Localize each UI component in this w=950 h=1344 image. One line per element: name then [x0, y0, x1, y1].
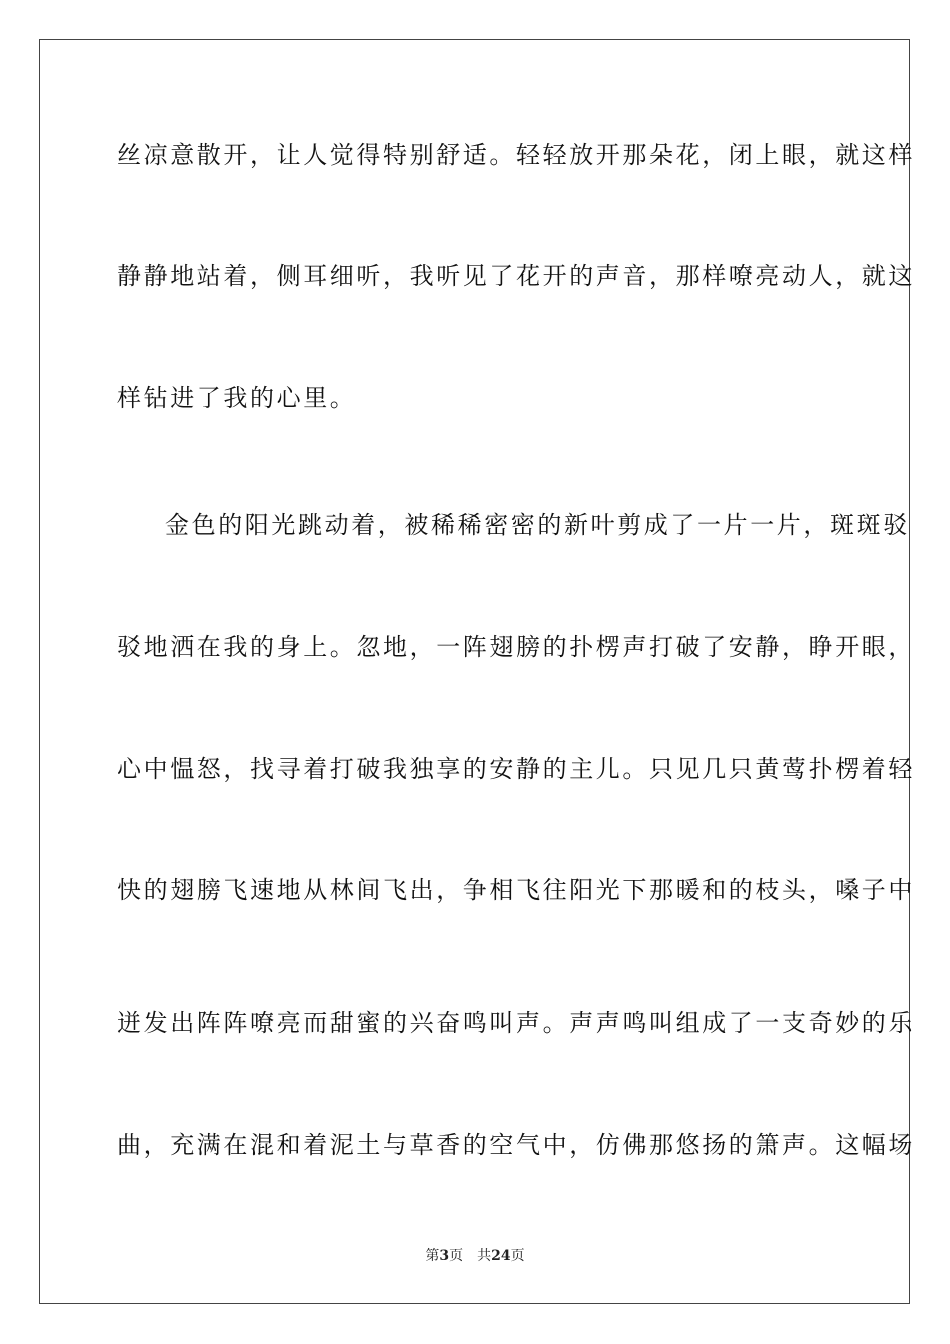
total-prefix: 共	[477, 1248, 492, 1264]
text-line: 样钻进了我的心里。	[117, 384, 357, 412]
text-line: 驳地洒在我的身上。忽地，一阵翅膀的扑楞声打破了安静，睁开眼，	[117, 633, 915, 661]
text-line: 丝凉意散开，让人觉得特别舒适。轻轻放开那朵花，闭上眼，就这样	[117, 141, 915, 169]
page-number: 3	[439, 1248, 450, 1264]
page-footer	[0, 1247, 950, 1265]
text-line: 心中愠怒，找寻着打破我独享的安静的主儿。只见几只黄莺扑楞着轻	[117, 755, 915, 783]
page-border	[39, 39, 915, 1304]
text-line: 快的翅膀飞速地从林间飞出，争相飞往阳光下那暖和的枝头，嗓子中	[117, 876, 915, 904]
text-line: 静静地站着，侧耳细听，我听见了花开的声音，那样嘹亮动人，就这	[117, 262, 915, 290]
text-line: 迸发出阵阵嘹亮而甜蜜的兴奋鸣叫声。声声鸣叫组成了一支奇妙的乐	[117, 1009, 915, 1037]
page-suffix: 页	[449, 1248, 464, 1264]
total-suffix: 页	[510, 1248, 525, 1264]
page-prefix: 第	[425, 1248, 440, 1264]
total-pages: 24	[491, 1248, 511, 1264]
text-line: 曲，充满在混和着泥土与草香的空气中，仿佛那悠扬的箫声。这幅场	[117, 1131, 915, 1159]
text-line: 金色的阳光跳动着，被稀稀密密的新叶剪成了一片一片，斑斑驳	[165, 511, 910, 539]
